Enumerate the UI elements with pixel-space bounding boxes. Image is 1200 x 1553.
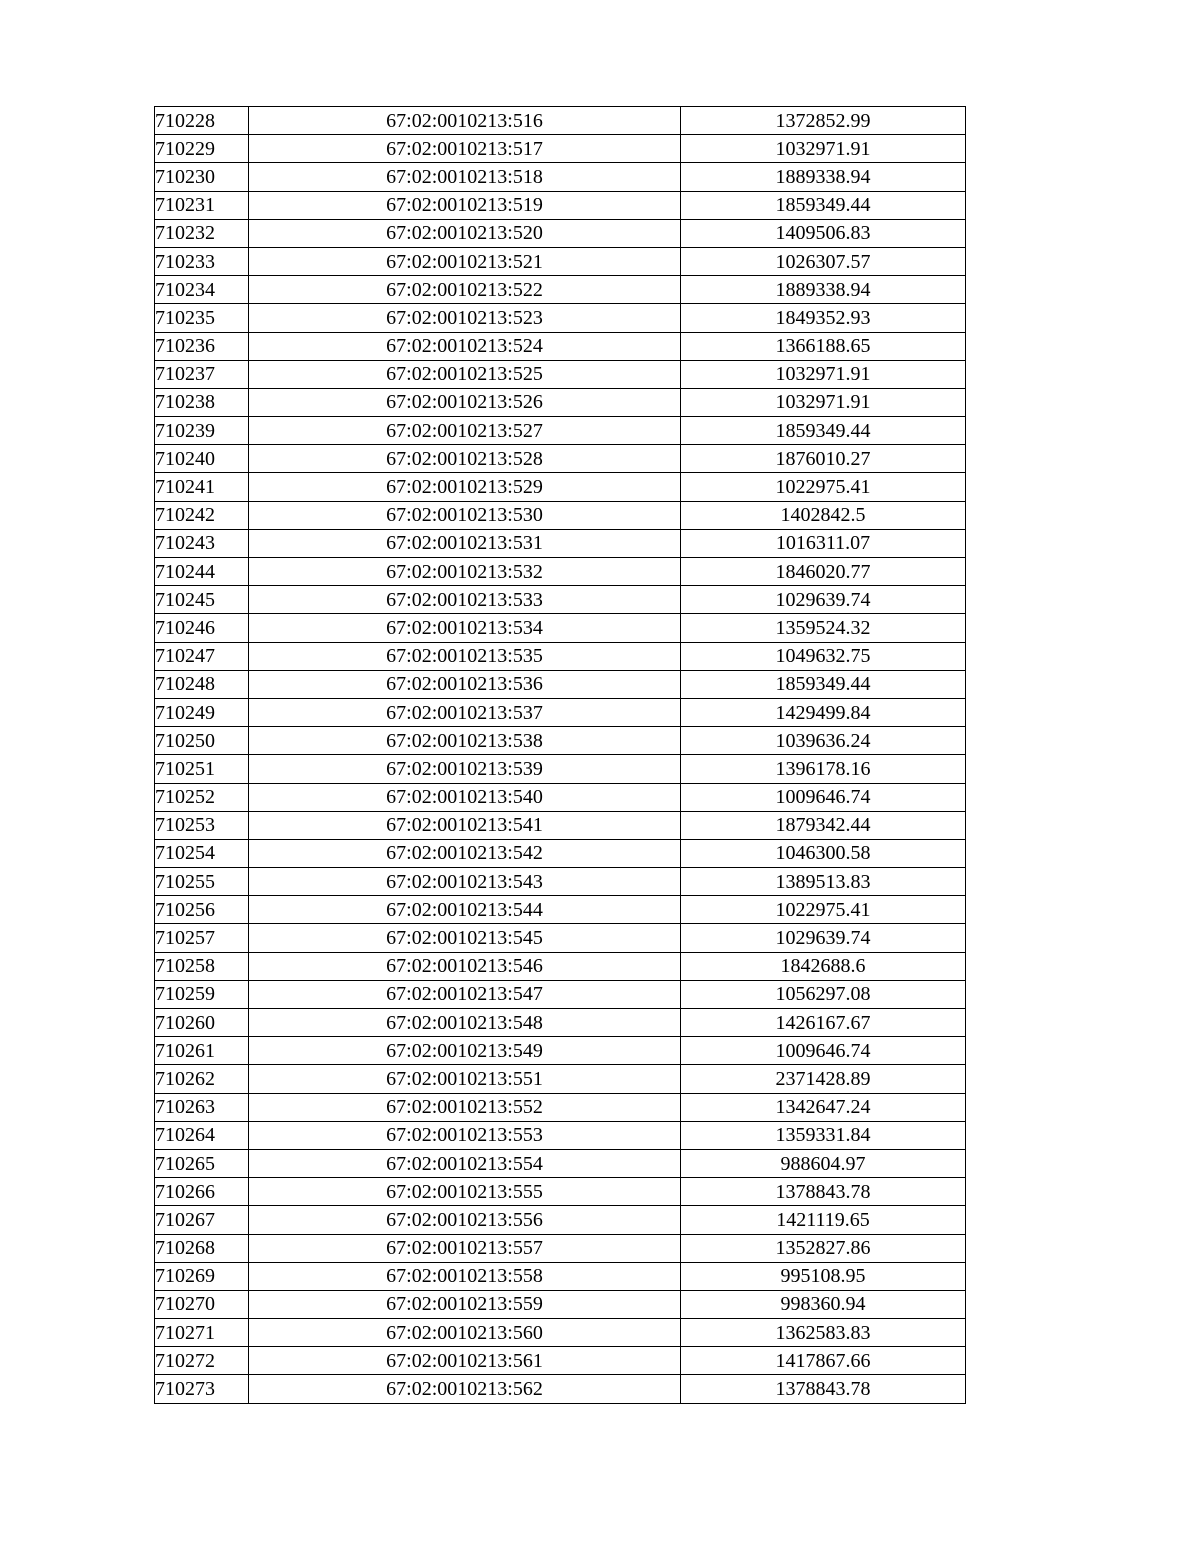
table-row	[155, 276, 966, 304]
cadastral-value-cell: 1879342.44	[681, 811, 966, 839]
cadastral-value-cell: 1378843.78	[681, 1375, 966, 1403]
row-number-cell: 710264	[155, 1121, 249, 1149]
row-number-cell: 710262	[155, 1065, 249, 1093]
cadastral-value-cell: 1859349.44	[681, 417, 966, 445]
table-row	[155, 1093, 966, 1121]
cadastral-value-cell: 988604.97	[681, 1149, 966, 1177]
row-number-cell: 710257	[155, 924, 249, 952]
row-number-cell: 710240	[155, 445, 249, 473]
cadastral-value-cell: 1026307.57	[681, 247, 966, 275]
row-number-cell: 710265	[155, 1149, 249, 1177]
cadastral-number-cell: 67:02:0010213:540	[249, 783, 681, 811]
cadastral-number-cell: 67:02:0010213:546	[249, 952, 681, 980]
table-row	[155, 558, 966, 586]
row-number-cell: 710238	[155, 388, 249, 416]
cadastral-value-cell: 1046300.58	[681, 839, 966, 867]
row-number-cell: 710230	[155, 163, 249, 191]
cadastral-number-cell: 67:02:0010213:531	[249, 529, 681, 557]
cadastral-number-cell: 67:02:0010213:529	[249, 473, 681, 501]
cadastral-number-cell: 67:02:0010213:523	[249, 304, 681, 332]
cadastral-number-cell: 67:02:0010213:551	[249, 1065, 681, 1093]
cadastral-value-cell: 1372852.99	[681, 107, 966, 135]
row-number-cell: 710272	[155, 1347, 249, 1375]
cadastral-number-cell: 67:02:0010213:517	[249, 135, 681, 163]
cadastral-number-cell: 67:02:0010213:534	[249, 614, 681, 642]
table-row	[155, 1347, 966, 1375]
row-number-cell: 710263	[155, 1093, 249, 1121]
cadastral-number-cell: 67:02:0010213:548	[249, 1009, 681, 1037]
cadastral-number-cell: 67:02:0010213:518	[249, 163, 681, 191]
table-row	[155, 1206, 966, 1234]
cadastral-number-cell: 67:02:0010213:542	[249, 839, 681, 867]
table-row	[155, 417, 966, 445]
cadastral-value-cell: 1859349.44	[681, 191, 966, 219]
cadastral-number-cell: 67:02:0010213:545	[249, 924, 681, 952]
cadastral-value-cell: 1876010.27	[681, 445, 966, 473]
cadastral-value-cell: 1016311.07	[681, 529, 966, 557]
cadastral-value-cell: 1039636.24	[681, 727, 966, 755]
row-number-cell: 710248	[155, 670, 249, 698]
cadastral-value-cell: 1409506.83	[681, 219, 966, 247]
cadastral-value-cell: 998360.94	[681, 1290, 966, 1318]
cadastral-number-cell: 67:02:0010213:561	[249, 1347, 681, 1375]
table-row	[155, 501, 966, 529]
cadastral-number-cell: 67:02:0010213:554	[249, 1149, 681, 1177]
row-number-cell: 710228	[155, 107, 249, 135]
cadastral-number-cell: 67:02:0010213:520	[249, 219, 681, 247]
cadastral-value-cell: 1032971.91	[681, 135, 966, 163]
table-row	[155, 1149, 966, 1177]
row-number-cell: 710252	[155, 783, 249, 811]
cadastral-value-cell: 1029639.74	[681, 924, 966, 952]
row-number-cell: 710247	[155, 642, 249, 670]
cadastral-value-cell: 1029639.74	[681, 586, 966, 614]
table-row	[155, 219, 966, 247]
cadastral-number-cell: 67:02:0010213:543	[249, 868, 681, 896]
row-number-cell: 710261	[155, 1037, 249, 1065]
row-number-cell: 710249	[155, 698, 249, 726]
cadastral-value-cell: 1842688.6	[681, 952, 966, 980]
table-row	[155, 670, 966, 698]
cadastral-number-cell: 67:02:0010213:538	[249, 727, 681, 755]
row-number-cell: 710235	[155, 304, 249, 332]
table-row	[155, 1290, 966, 1318]
cadastral-value-cell: 1049632.75	[681, 642, 966, 670]
row-number-cell: 710237	[155, 360, 249, 388]
table-row	[155, 896, 966, 924]
table-row	[155, 1037, 966, 1065]
table-row	[155, 868, 966, 896]
row-number-cell: 710273	[155, 1375, 249, 1403]
row-number-cell: 710256	[155, 896, 249, 924]
table-row	[155, 191, 966, 219]
cadastral-number-cell: 67:02:0010213:558	[249, 1262, 681, 1290]
table-row	[155, 1234, 966, 1262]
cadastral-value-cell: 1359331.84	[681, 1121, 966, 1149]
cadastral-number-cell: 67:02:0010213:524	[249, 332, 681, 360]
cadastral-value-cell: 1022975.41	[681, 473, 966, 501]
cadastral-value-cell: 1417867.66	[681, 1347, 966, 1375]
cadastral-value-cell: 1009646.74	[681, 783, 966, 811]
cadastral-number-cell: 67:02:0010213:549	[249, 1037, 681, 1065]
cadastral-number-cell: 67:02:0010213:528	[249, 445, 681, 473]
cadastral-value-cell: 1859349.44	[681, 670, 966, 698]
table-row	[155, 642, 966, 670]
cadastral-number-cell: 67:02:0010213:527	[249, 417, 681, 445]
cadastral-number-cell: 67:02:0010213:525	[249, 360, 681, 388]
cadastral-number-cell: 67:02:0010213:526	[249, 388, 681, 416]
cadastral-number-cell: 67:02:0010213:521	[249, 247, 681, 275]
cadastral-number-cell: 67:02:0010213:530	[249, 501, 681, 529]
cadastral-number-cell: 67:02:0010213:562	[249, 1375, 681, 1403]
table-row	[155, 727, 966, 755]
cadastral-value-cell: 1366188.65	[681, 332, 966, 360]
cadastral-value-cell: 1846020.77	[681, 558, 966, 586]
table-body	[155, 107, 966, 1404]
cadastral-number-cell: 67:02:0010213:557	[249, 1234, 681, 1262]
table-row	[155, 783, 966, 811]
row-number-cell: 710245	[155, 586, 249, 614]
table-row	[155, 811, 966, 839]
row-number-cell: 710246	[155, 614, 249, 642]
cadastral-value-cell: 1421119.65	[681, 1206, 966, 1234]
row-number-cell: 710233	[155, 247, 249, 275]
row-number-cell: 710231	[155, 191, 249, 219]
table-row	[155, 1009, 966, 1037]
table-row	[155, 1121, 966, 1149]
table-row	[155, 388, 966, 416]
table-row	[155, 586, 966, 614]
table-row	[155, 755, 966, 783]
row-number-cell: 710251	[155, 755, 249, 783]
cadastral-value-cell: 1032971.91	[681, 388, 966, 416]
row-number-cell: 710232	[155, 219, 249, 247]
table-row	[155, 614, 966, 642]
row-number-cell: 710243	[155, 529, 249, 557]
cadastral-value-cell: 1362583.83	[681, 1319, 966, 1347]
row-number-cell: 710236	[155, 332, 249, 360]
table-row	[155, 924, 966, 952]
table-row	[155, 1178, 966, 1206]
row-number-cell: 710268	[155, 1234, 249, 1262]
cadastral-number-cell: 67:02:0010213:533	[249, 586, 681, 614]
table-row	[155, 445, 966, 473]
row-number-cell: 710259	[155, 980, 249, 1008]
row-number-cell: 710267	[155, 1206, 249, 1234]
cadastral-value-cell: 1352827.86	[681, 1234, 966, 1262]
cadastral-value-cell: 1429499.84	[681, 698, 966, 726]
row-number-cell: 710244	[155, 558, 249, 586]
table-row	[155, 332, 966, 360]
row-number-cell: 710239	[155, 417, 249, 445]
cadastral-value-cell: 1389513.83	[681, 868, 966, 896]
row-number-cell: 710241	[155, 473, 249, 501]
table-row	[155, 163, 966, 191]
cadastral-value-cell: 995108.95	[681, 1262, 966, 1290]
cadastral-value-cell: 1022975.41	[681, 896, 966, 924]
row-number-cell: 710255	[155, 868, 249, 896]
table-row	[155, 360, 966, 388]
table-row	[155, 1319, 966, 1347]
row-number-cell: 710250	[155, 727, 249, 755]
table-row	[155, 247, 966, 275]
row-number-cell: 710229	[155, 135, 249, 163]
row-number-cell: 710266	[155, 1178, 249, 1206]
cadastral-number-cell: 67:02:0010213:519	[249, 191, 681, 219]
cadastral-number-cell: 67:02:0010213:539	[249, 755, 681, 783]
cadastral-value-cell: 1402842.5	[681, 501, 966, 529]
table-row	[155, 952, 966, 980]
row-number-cell: 710253	[155, 811, 249, 839]
cadastral-value-cell: 1378843.78	[681, 1178, 966, 1206]
table-row	[155, 473, 966, 501]
table-row	[155, 980, 966, 1008]
cadastral-number-cell: 67:02:0010213:559	[249, 1290, 681, 1318]
table-row	[155, 1262, 966, 1290]
row-number-cell: 710258	[155, 952, 249, 980]
cadastral-number-cell: 67:02:0010213:535	[249, 642, 681, 670]
cadastral-number-cell: 67:02:0010213:553	[249, 1121, 681, 1149]
row-number-cell: 710269	[155, 1262, 249, 1290]
row-number-cell: 710254	[155, 839, 249, 867]
cadastral-number-cell: 67:02:0010213:541	[249, 811, 681, 839]
cadastral-value-cell: 1342647.24	[681, 1093, 966, 1121]
cadastral-value-cell: 1889338.94	[681, 276, 966, 304]
table-row	[155, 107, 966, 135]
cadastral-number-cell: 67:02:0010213:522	[249, 276, 681, 304]
cadastral-value-cell: 1056297.08	[681, 980, 966, 1008]
table-row	[155, 304, 966, 332]
cadastral-number-cell: 67:02:0010213:552	[249, 1093, 681, 1121]
cadastral-number-cell: 67:02:0010213:537	[249, 698, 681, 726]
cadastral-number-cell: 67:02:0010213:544	[249, 896, 681, 924]
table-row	[155, 1375, 966, 1403]
cadastral-number-cell: 67:02:0010213:532	[249, 558, 681, 586]
cadastral-value-table	[154, 106, 966, 1404]
table-row	[155, 839, 966, 867]
cadastral-value-cell: 1426167.67	[681, 1009, 966, 1037]
cadastral-number-cell: 67:02:0010213:516	[249, 107, 681, 135]
cadastral-value-cell: 1396178.16	[681, 755, 966, 783]
row-number-cell: 710271	[155, 1319, 249, 1347]
cadastral-value-cell: 1849352.93	[681, 304, 966, 332]
table-row	[155, 529, 966, 557]
table-row	[155, 698, 966, 726]
table-row	[155, 135, 966, 163]
row-number-cell: 710242	[155, 501, 249, 529]
cadastral-number-cell: 67:02:0010213:547	[249, 980, 681, 1008]
cadastral-value-cell: 1359524.32	[681, 614, 966, 642]
cadastral-value-cell: 1889338.94	[681, 163, 966, 191]
cadastral-value-cell: 1009646.74	[681, 1037, 966, 1065]
cadastral-number-cell: 67:02:0010213:555	[249, 1178, 681, 1206]
cadastral-number-cell: 67:02:0010213:560	[249, 1319, 681, 1347]
cadastral-value-cell: 2371428.89	[681, 1065, 966, 1093]
cadastral-number-cell: 67:02:0010213:536	[249, 670, 681, 698]
table-row	[155, 1065, 966, 1093]
row-number-cell: 710234	[155, 276, 249, 304]
row-number-cell: 710270	[155, 1290, 249, 1318]
cadastral-value-cell: 1032971.91	[681, 360, 966, 388]
row-number-cell: 710260	[155, 1009, 249, 1037]
cadastral-number-cell: 67:02:0010213:556	[249, 1206, 681, 1234]
